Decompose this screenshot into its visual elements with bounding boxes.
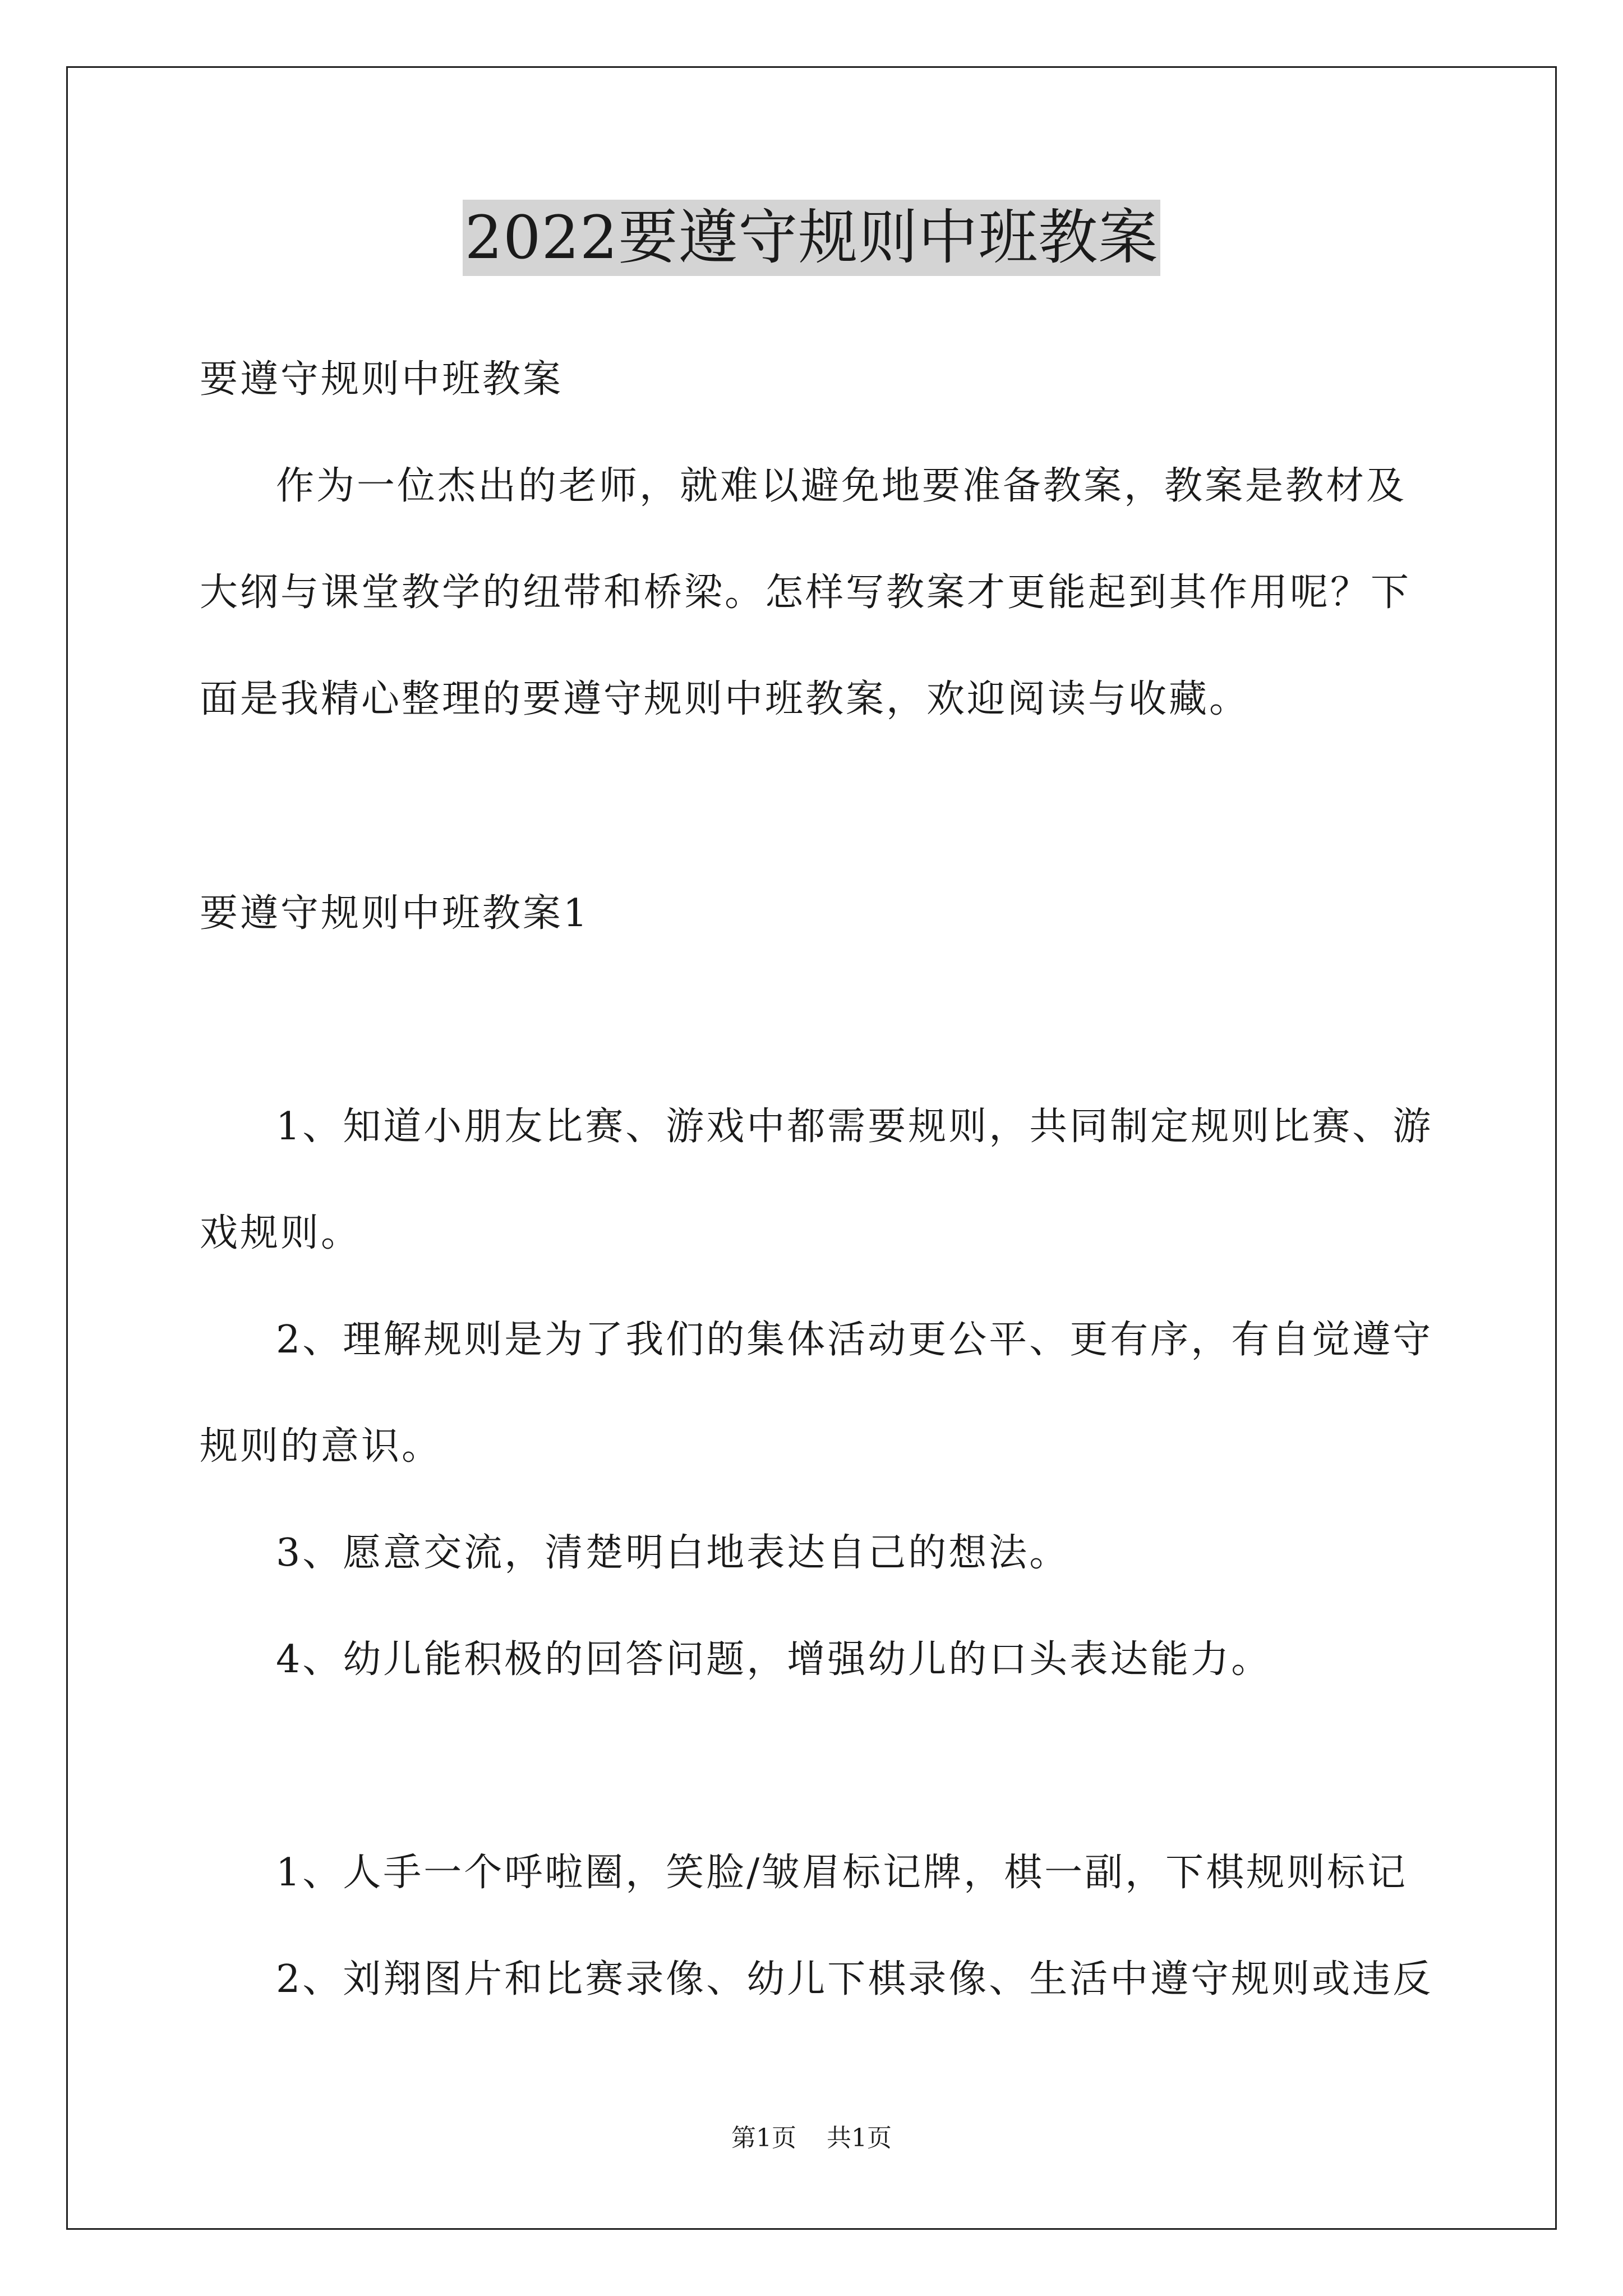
- intro-line-3: 面是我精心整理的要遵守规则中班教案，欢迎阅读与收藏。: [200, 677, 1250, 721]
- document-subtitle: 要遵守规则中班教案: [200, 357, 564, 402]
- title-container: [0, 200, 1623, 276]
- document-title: 2022要遵守规则中班教案: [463, 200, 1161, 276]
- intro-line-1: 作为一位杰出的老师，就难以避免地要准备教案，教案是教材及: [276, 464, 1407, 508]
- page-number-total: 共1页: [827, 2124, 892, 2152]
- page-footer: [0, 2122, 1623, 2155]
- section-heading: 要遵守规则中班教案1: [200, 891, 590, 936]
- goal-1-line-2: 戏规则。: [200, 1211, 362, 1255]
- page-number-current: 第1页: [731, 2124, 796, 2152]
- goal-3-line-1: 3、愿意交流，清楚明白地表达自己的想法。: [276, 1531, 1070, 1575]
- goal-2-line-2: 规则的意识。: [200, 1424, 442, 1469]
- intro-line-2: 大纲与课堂教学的纽带和桥梁。怎样写教案才更能起到其作用呢？下: [200, 570, 1412, 615]
- material-2: 2、刘翔图片和比赛录像、幼儿下棋录像、生活中遵守规则或违反: [276, 1957, 1433, 2001]
- goal-2-line-1: 2、理解规则是为了我们的集体活动更公平、更有序，有自觉遵守: [276, 1318, 1433, 1362]
- goal-4-line-1: 4、幼儿能积极的回答问题，增强幼儿的口头表达能力。: [276, 1637, 1272, 1682]
- goal-1-line-1: 1、知道小朋友比赛、游戏中都需要规则，共同制定规则比赛、游: [276, 1105, 1433, 1149]
- material-1: 1、人手一个呼啦圈，笑脸/皱眉标记牌，棋一副，下棋规则标记: [276, 1851, 1408, 1895]
